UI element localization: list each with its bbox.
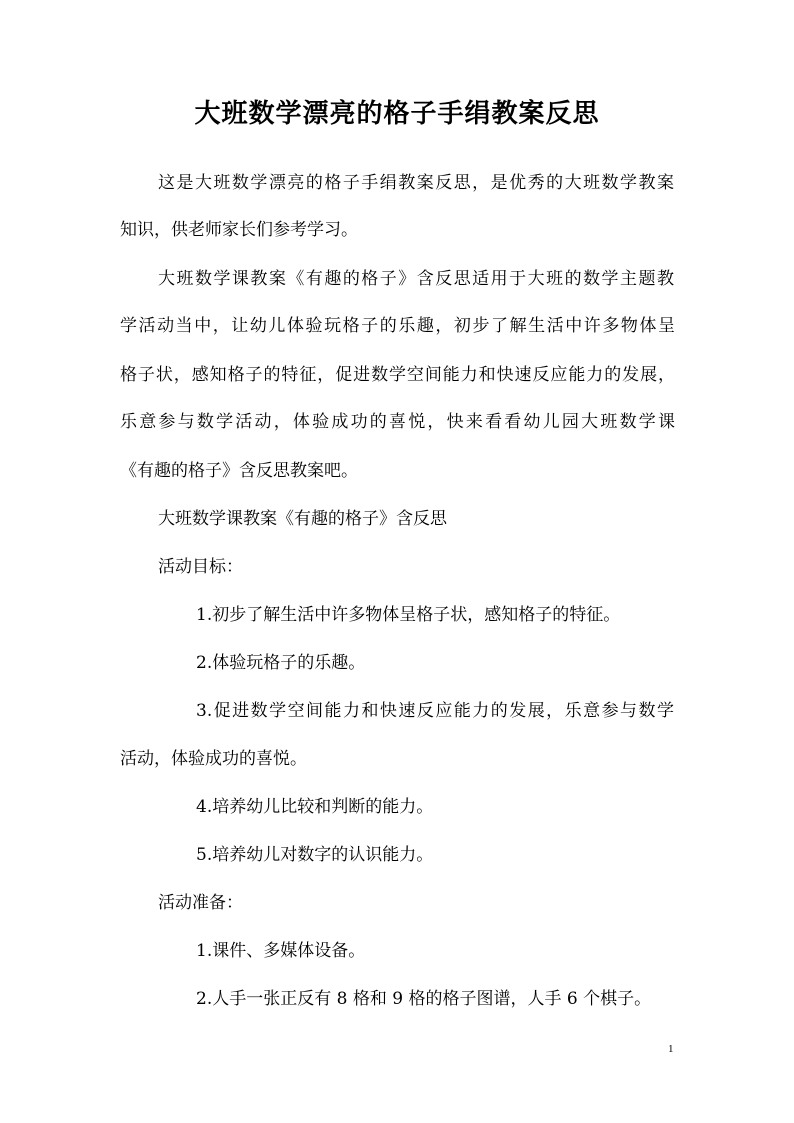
description-paragraph-line-4: 乐意参与数学活动，体验成功的喜悦，快来看看幼儿园大班数学课 [120, 412, 675, 432]
goals-heading: 活动目标： [158, 557, 243, 577]
preparation-heading: 活动准备： [158, 893, 243, 913]
intro-paragraph-line-2: 知识，供老师家长们参考学习。 [120, 220, 358, 240]
goal-item-3-line-1: 3.促进数学空间能力和快速反应能力的发展，乐意参与数学 [196, 701, 674, 721]
intro-paragraph-line-1: 这是大班数学漂亮的格子手绢教案反思，是优秀的大班数学教案 [158, 173, 674, 193]
description-paragraph-line-1: 大班数学课教案《有趣的格子》含反思适用于大班的数学主题教 [158, 269, 674, 289]
description-paragraph-line-3: 格子状，感知格子的特征，促进数学空间能力和快速反应能力的发展， [120, 365, 675, 385]
description-paragraph-line-5: 《有趣的格子》含反思教案吧。 [120, 461, 358, 481]
goal-item-4: 4.培养幼儿比较和判断的能力。 [196, 797, 434, 817]
goal-item-2: 2.体验玩格子的乐趣。 [196, 653, 366, 673]
preparation-item-1: 1.课件、多媒体设备。 [196, 941, 366, 961]
goal-item-5: 5.培养幼儿对数字的认识能力。 [196, 845, 434, 865]
goal-item-1: 1.初步了解生活中许多物体呈格子状，感知格子的特征。 [196, 605, 621, 625]
preparation-item-2: 2.人手一张正反有 8 格和 9 格的格子图谱，人手 6 个棋子。 [196, 989, 652, 1009]
lesson-subtitle: 大班数学课教案《有趣的格子》含反思 [158, 509, 447, 529]
document-title: 大班数学漂亮的格子手绢教案反思 [194, 99, 600, 129]
goal-item-3-line-2: 活动，体验成功的喜悦。 [120, 749, 307, 769]
description-paragraph-line-2: 学活动当中，让幼儿体验玩格子的乐趣，初步了解生活中许多物体呈 [120, 316, 675, 336]
page-number: 1 [668, 1043, 674, 1055]
